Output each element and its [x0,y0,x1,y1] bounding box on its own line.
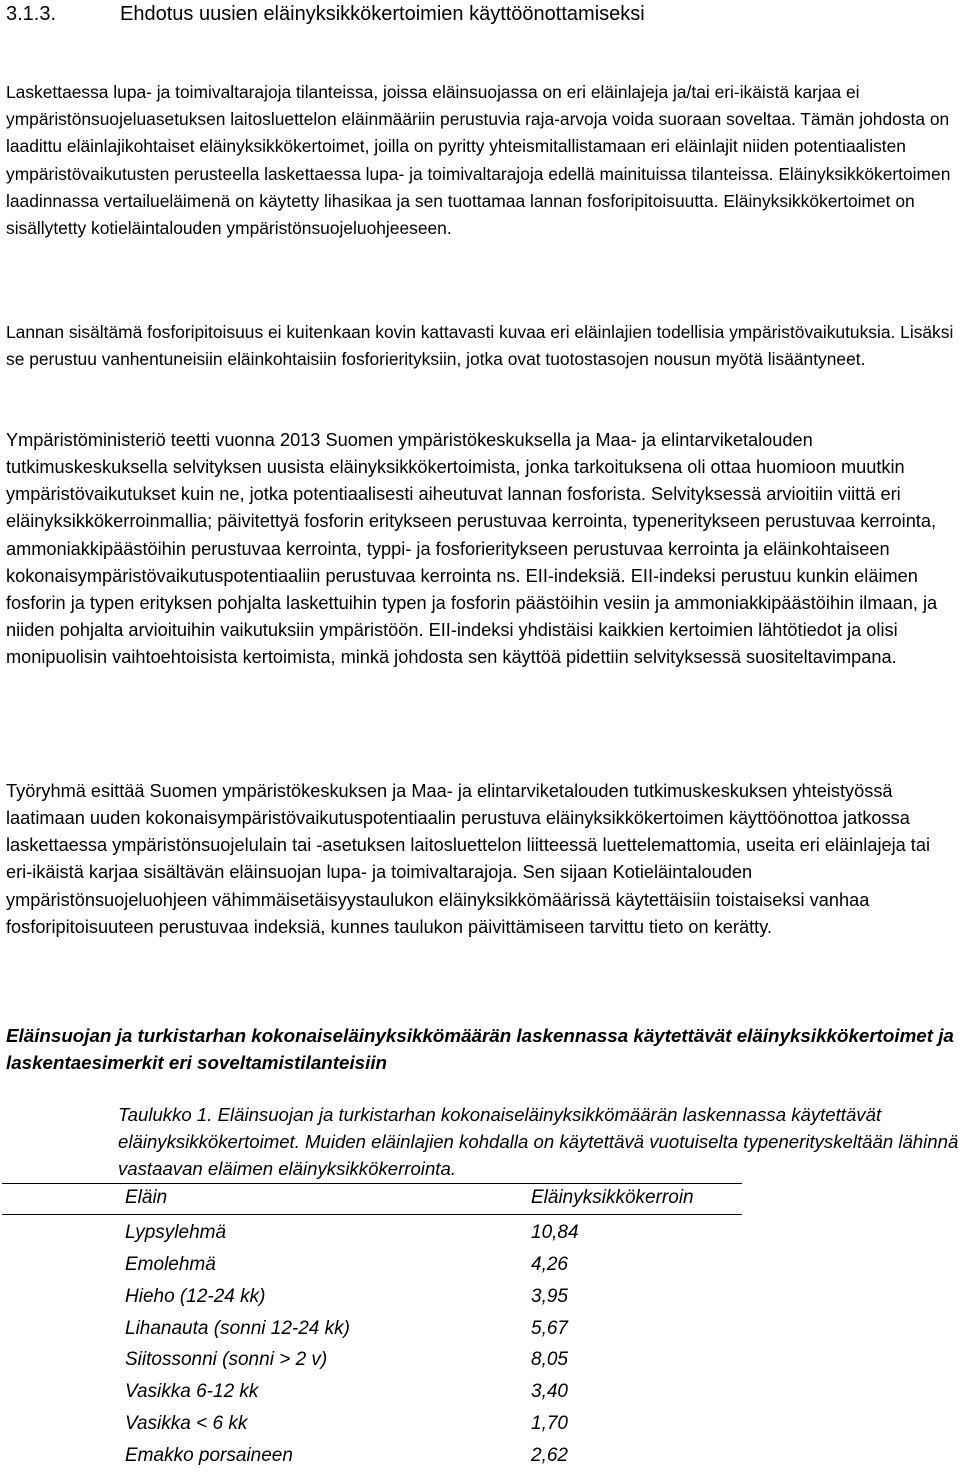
animal-cell: Lihanauta (sonni 12-24 kk) [125,1317,350,1339]
column-header-coefficient: Eläinyksikkökerroin [531,1187,694,1208]
coefficient-cell: 3,95 [531,1285,568,1307]
table-row [0,1219,960,1251]
table-row [0,1251,960,1283]
table-row [0,1378,960,1410]
section-heading [6,2,645,26]
column-header-animal: Eläin [125,1187,168,1208]
table-row [0,1442,960,1474]
coefficient-cell: 2,62 [531,1445,568,1467]
animal-cell: Emakko porsaineen [125,1445,293,1467]
table-header-rule [2,1214,742,1215]
table-top-rule [2,1183,742,1184]
subsection-heading: Eläinsuojan ja turkistarhan kokonaiseläinyksikkömäärän laskennassa käytettävät eläinyksikkökertoimet ja laskentaesimerkit eri soveltamistilanteisiin [6,1025,954,1073]
table-row [0,1283,960,1315]
table-row [0,1315,960,1347]
animal-cell: Vasikka < 6 kk [125,1413,248,1435]
section-title: Ehdotus uusien eläinyksikkökertoimien käyttöönottamiseksi [120,3,645,25]
coefficient-cell: 5,67 [531,1317,568,1339]
coefficient-cell: 4,26 [531,1253,568,1275]
animal-cell: Lypsylehmä [125,1222,227,1243]
table-row [0,1410,960,1442]
section-number: 3.1.3. [6,3,57,25]
animal-cell: Emolehmä [125,1253,216,1275]
animal-cell: Hieho (12-24 kk) [125,1285,266,1307]
paragraph-2: Lannan sisältämä fosforipitoisuus ei kuitenkaan kovin kattavasti kuvaa eri eläinlajien todellisia ympäristövaikutuksia. Lisäksi se perustuu vanhentuneisiin eläinkohtaisiin fosforierityksiin, jotka ovat tuotostasojen nousun myötä lisääntyneet. [6,322,954,370]
table-caption: Taulukko 1. Eläinsuojan ja turkistarhan kokonaiseläinyksikkömäärän laskennassa käytettävät eläinyksikkökertoimet. Muiden eläinlajien kohdalla on käytettävä vuotuiselta typenerityskeltään lähinnä vastaavan eläimen eläinyksikkökerrointa. [118,1104,959,1179]
animal-cell: Vasikka 6-12 kk [125,1381,259,1403]
paragraph-3: Ympäristöministeriö teetti vuonna 2013 Suomen ympäristökeskuksella ja Maa- ja elintarviketalouden tutkimuskeskuksella selvityksen uusista eläinyksikkökertoimista, jonka tarkoituksena oli ottaa huomioon muutkin ympäristövaikutukset kuin ne, jotka potentiaalisesti aiheutuvat lannan fosforista. Selvityksessä arvioitiin viittä eri eläinyksikkökerroinmallia; päivitettyä fosforin eritykseen perustuvaa kerrointa, typeneritykseen perustuvaa kerrointa, ammoniakkipäästöihin perustuvaa kerrointa, typpi- ja fosforieritykseen perustuvaa kerrointa ja eläinkohtaiseen kokonaisympäristövaikutuspotentiaaliin perustuvaa kerrointa ns. EII-indeksiä. EII-indeksi perustuu kunkin eläimen fosforin ja typen erityksen pohjalta laskettuihin typen ja fosforin päästöihin vesiin ja ammoniakkipäästöihin ilmaan, ja niiden pohjalta arvioituihin vaikutuksiin ympäristöön. EII-indeksi yhdistäisi kaikkien kertoimien lähtötiedot ja olisi monipuolisin vaihtoehtoisista kertoimista, minkä johdosta sen käyttöä pidettiin selvityksessä suositeltavimpana. [6,430,938,668]
coefficient-cell: 3,40 [531,1381,568,1403]
animal-cell: Siitossonni (sonni > 2 v) [125,1349,328,1371]
paragraph-1: Laskettaessa lupa- ja toimivaltarajoja tilanteissa, joissa eläinsuojassa on eri eläinlajeja ja/tai eri-ikäistä karjaa ei ympäristönsuojeluasetuksen laitosluettelon eläinmääriin perustuvia raja-arvoja voida suoraan soveltaa. Tämän johdosta on laadittu eläinlajikohtaiset eläinyksikkökertoimet, joilla on pyritty yhteismitallistamaan eri eläinlajit niiden potentiaalisten ympäristövaikutusten perusteella laskettaessa lupa- ja toimivaltarajoja edellä mainituissa tilanteissa. Eläinyksikkökertoimen laadinnassa vertailueläimenä on käytetty lihasikaa ja sen tuottamaa lannan fosforipitoisuutta. Eläinyksikkökertoimet on sisällytetty kotieläintalouden ympäristönsuojeluohjeeseen. [6,82,951,239]
coefficient-cell: 8,05 [531,1349,568,1371]
paragraph-4: Työryhmä esittää Suomen ympäristökeskuksen ja Maa- ja elintarviketalouden tutkimuskeskuksen yhteistyössä laatimaan uuden kokonaisympäristövaikutuspotentiaalin perustuva eläinyksikkökertoimen käyttöönottoa jatkossa laskettaessa ympäristönsuojelulain tai -asetuksen laitosluettelon liitteessä luettelemattomia, useita eri eläinlajeja tai eri-ikäistä karjaa sisältävän eläinsuojan lupa- ja toimivaltarajoja. Sen sijaan Kotieläintalouden ympäristönsuojeluohjeen vähimmäisetäisyystaulukon eläinyksikkömäärissä käytettäisiin toistaiseksi vanhaa fosforipitoisuuteen perustuvaa indeksiä, kunnes taulukon päivittämiseen tarvittu tieto on kerätty. [6,781,931,937]
coefficient-cell: 10,84 [531,1222,579,1243]
coefficient-cell: 1,70 [531,1413,568,1435]
table-body [0,1219,960,1474]
table-row [0,1346,960,1378]
